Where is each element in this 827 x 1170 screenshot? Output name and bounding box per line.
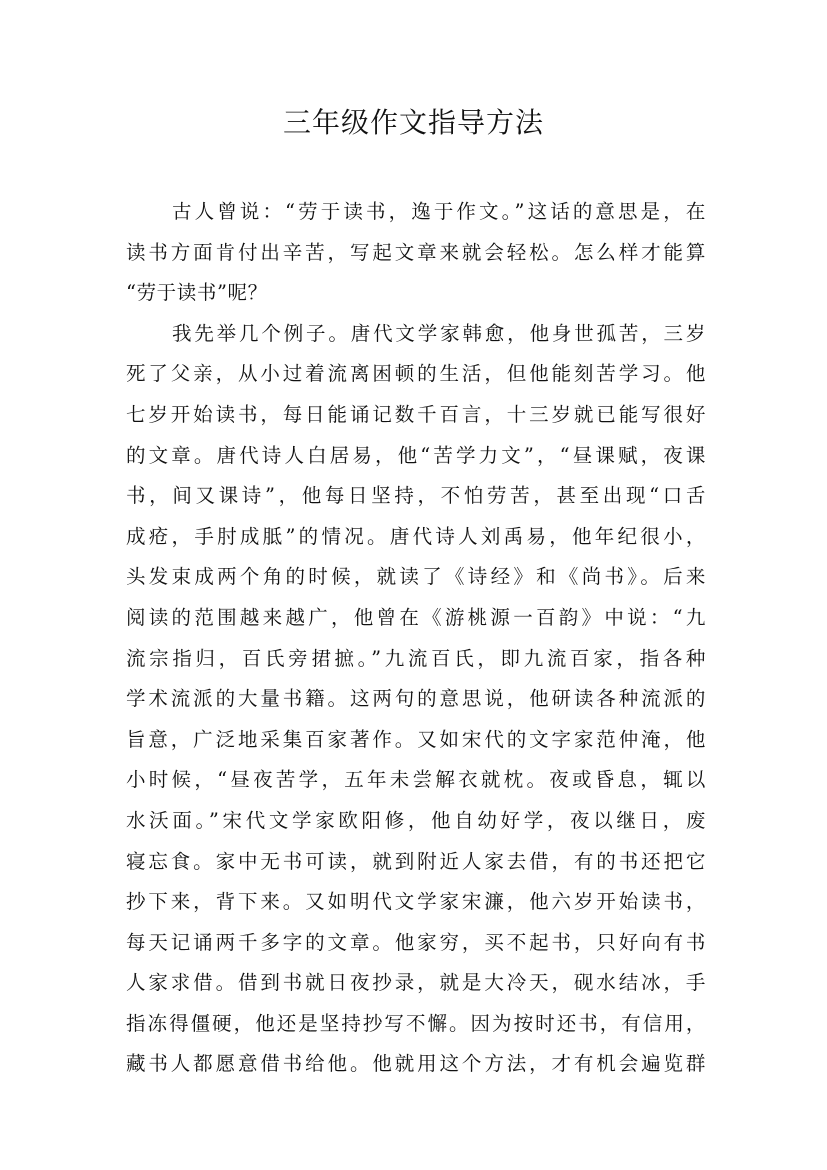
text-line: 读书方面肯付出辛苦，写起文章来就会轻松。怎么样才能算: [126, 240, 706, 264]
text-line: 书，间又课诗”，他每日坚持，不怕劳苦，甚至出现“口舌: [126, 484, 706, 508]
text-line: 古人曾说：“劳于读书，逸于作文。”这话的意思是，在: [172, 200, 706, 223]
text-line: 抄下来，背下来。又如明代文学家宋濂，他六岁开始读书，: [126, 890, 706, 914]
text-line: 死了父亲，从小过着流离困顿的生活，但他能刻苦学习。他: [126, 362, 706, 386]
text-line: 藏书人都愿意借书给他。他就用这个方法，才有机会遍览群: [126, 1052, 706, 1076]
text-line: 我先举几个例子。唐代文学家韩愈，他身世孤苦，三岁: [172, 321, 706, 345]
text-line: 学术流派的大量书籍。这两句的意思说，他研读各种流派的: [126, 687, 706, 711]
text-line: 的文章。唐代诗人白居易，他“苦学力文”，“昼课赋，夜课: [126, 443, 706, 467]
text-line: 头发束成两个角的时候，就读了《诗经》和《尚书》。后来: [126, 565, 706, 589]
text-line: 七岁开始读书，每日能诵记数千百言，十三岁就已能写很好: [126, 402, 706, 426]
text-line: 每天记诵两千多字的文章。他家穷，买不起书，只好向有书: [126, 930, 706, 954]
text-line: 流宗指归，百氏旁捃摭。”九流百氏，即九流百家，指各种: [126, 646, 706, 670]
text-line: 人家求借。借到书就日夜抄录，就是大冷天，砚水结冰，手: [126, 971, 706, 995]
text-line: 寝忘食。家中无书可读，就到附近人家去借，有的书还把它: [126, 849, 706, 873]
text-line: “劳于读书”呢？: [126, 281, 268, 305]
text-line: 旨意，广泛地采集百家著作。又如宋代的文字家范仲淹，他: [126, 727, 706, 751]
document-body: [126, 192, 706, 1085]
text-line: 水沃面。”宋代文学家欧阳修，他自幼好学，夜以继日，废: [126, 808, 706, 832]
document-title: 三年级作文指导方法: [282, 106, 544, 139]
text-line: 成疮，手肘成胝”的情况。唐代诗人刘禹易，他年纪很小，: [126, 524, 706, 548]
text-line: 指冻得僵硬，他还是坚持抄写不懈。因为按时还书，有信用，: [126, 1011, 706, 1035]
text-line: 阅读的范围越来越广，他曾在《游桃源一百韵》中说：“九: [126, 605, 706, 629]
text-line: 小时候，“昼夜苦学，五年未尝解衣就枕。夜或昏息，辄以: [126, 768, 706, 792]
